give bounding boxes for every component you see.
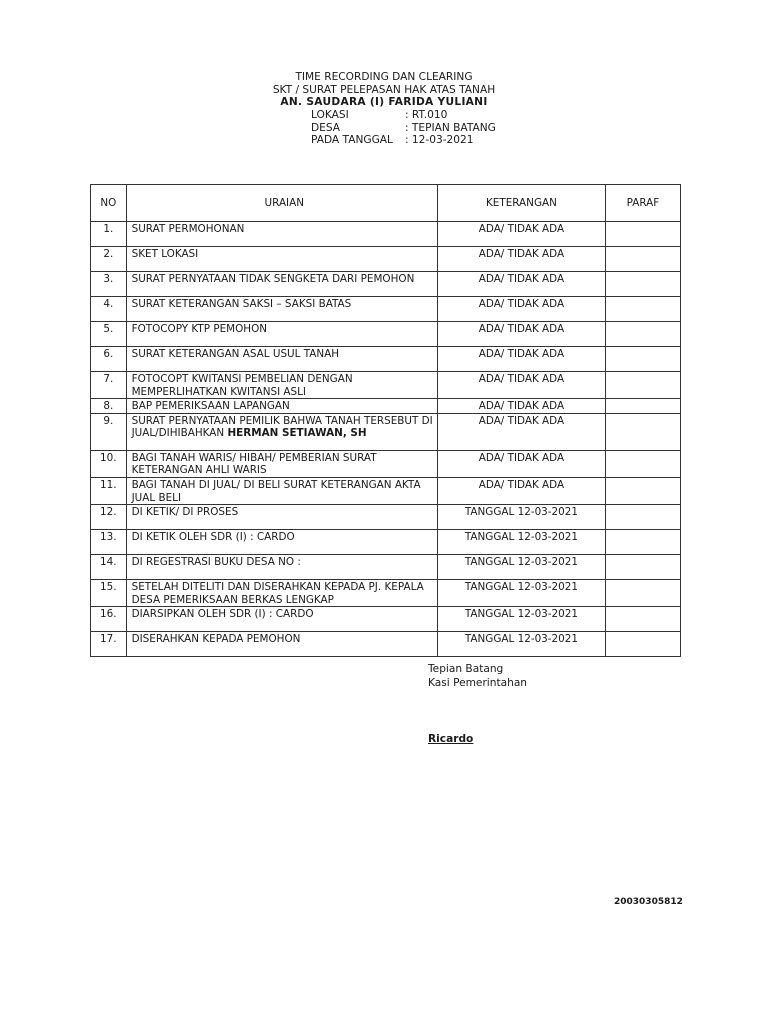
- row-number: 12.: [91, 505, 127, 530]
- meta-value: : TEPIAN BATANG: [405, 121, 496, 134]
- row-keterangan: ADA/ TIDAK ADA: [437, 272, 605, 297]
- row-uraian: [126, 222, 437, 247]
- row-keterangan: ADA/ TIDAK ADA: [437, 413, 605, 450]
- table-row: [91, 222, 681, 247]
- row-number: 4.: [91, 297, 127, 322]
- row-keterangan: TANGGAL 12-03-2021: [437, 555, 605, 580]
- table-row: [91, 413, 681, 450]
- uraian-text: BAGI TANAH WARIS/ HIBAH/ PEMBERIAN SURAT KETERANGAN AHLI WARIS: [131, 451, 377, 477]
- row-number: 9.: [91, 413, 127, 450]
- row-keterangan: TANGGAL 12-03-2021: [437, 530, 605, 555]
- row-uraian: [126, 580, 437, 607]
- row-number: 13.: [91, 530, 127, 555]
- row-keterangan: ADA/ TIDAK ADA: [437, 450, 605, 477]
- row-keterangan: ADA/ TIDAK ADA: [437, 297, 605, 322]
- uraian-text: FOTOCOPT KWITANSI PEMBELIAN DENGAN MEMPERLIHATKAN KWITANSI ASLI: [131, 373, 353, 398]
- row-uraian: [126, 399, 437, 414]
- uraian-text: SKET LOKASI: [131, 248, 199, 260]
- document-meta: [311, 109, 496, 147]
- uraian-text: SURAT PERMOHONAN: [131, 223, 245, 235]
- row-uraian: [126, 555, 437, 580]
- row-keterangan: TANGGAL 12-03-2021: [437, 607, 605, 632]
- meta-label: DESA: [311, 121, 341, 134]
- row-paraf: [605, 555, 680, 580]
- row-keterangan: ADA/ TIDAK ADA: [437, 477, 605, 504]
- table-row: [91, 632, 681, 657]
- uraian-text: FOTOCOPY KTP PEMOHON: [131, 323, 268, 335]
- row-keterangan: ADA/ TIDAK ADA: [437, 347, 605, 372]
- document-header: [0, 71, 768, 109]
- row-paraf: [605, 222, 680, 247]
- header-title: TIME RECORDING DAN CLEARING: [295, 71, 473, 83]
- row-uraian: [126, 347, 437, 372]
- row-paraf: [605, 450, 680, 477]
- row-paraf: [605, 505, 680, 530]
- uraian-text: DI REGESTRASI BUKU DESA NO :: [131, 556, 301, 569]
- row-number: 6.: [91, 347, 127, 372]
- row-number: 14.: [91, 555, 127, 580]
- meta-row-tanggal: [311, 134, 496, 147]
- row-paraf: [605, 607, 680, 632]
- meta-row-lokasi: [311, 109, 496, 122]
- row-number: 15.: [91, 580, 127, 607]
- uraian-text: DISERAHKAN KEPADA PEMOHON: [131, 633, 301, 646]
- row-keterangan: ADA/ TIDAK ADA: [437, 399, 605, 414]
- meta-value: : 12-03-2021: [405, 134, 474, 147]
- table-row: [91, 399, 681, 414]
- row-uraian: [126, 607, 437, 632]
- uraian-text: BAGI TANAH DI JUAL/ DI BELI SURAT KETERANGAN AKTA JUAL BELI: [131, 478, 421, 504]
- row-number: 17.: [91, 632, 127, 657]
- meta-label: PADA TANGGAL: [311, 134, 393, 147]
- table-row: [91, 477, 681, 504]
- row-uraian: [126, 505, 437, 530]
- row-paraf: [605, 247, 680, 272]
- table-row: [91, 322, 681, 347]
- row-uraian: [126, 632, 437, 657]
- uraian-text: SURAT PERNYATAAN TIDAK SENGKETA DARI PEMOHON: [131, 273, 415, 285]
- row-uraian: [126, 530, 437, 555]
- meta-value: : RT.010: [405, 109, 448, 121]
- table-header-row: [91, 185, 681, 222]
- row-keterangan: ADA/ TIDAK ADA: [437, 247, 605, 272]
- table-row: [91, 450, 681, 477]
- row-paraf: [605, 399, 680, 414]
- row-number: 10.: [91, 450, 127, 477]
- signer-name: Ricardo: [428, 733, 474, 745]
- row-keterangan: TANGGAL 12-03-2021: [437, 505, 605, 530]
- table-row: [91, 530, 681, 555]
- checklist-table: [90, 184, 681, 657]
- header-paraf: PARAF: [605, 185, 680, 222]
- row-number: 2.: [91, 247, 127, 272]
- table-row: [91, 555, 681, 580]
- row-number: 5.: [91, 322, 127, 347]
- uraian-text: SURAT KETERANGAN ASAL USUL TANAH: [131, 348, 340, 360]
- row-number: 16.: [91, 607, 127, 632]
- row-uraian: [126, 247, 437, 272]
- row-uraian: [126, 272, 437, 297]
- row-uraian: [126, 297, 437, 322]
- row-uraian: [126, 450, 437, 477]
- row-paraf: [605, 632, 680, 657]
- row-paraf: [605, 580, 680, 607]
- row-paraf: [605, 272, 680, 297]
- row-keterangan: TANGGAL 12-03-2021: [437, 632, 605, 657]
- header-keterangan: KETERANGAN: [437, 185, 605, 222]
- uraian-text: BAP PEMERIKSAAN LAPANGAN: [131, 400, 290, 413]
- uraian-bold-name: HERMAN SETIAWAN, SH: [227, 427, 367, 440]
- table-row: [91, 272, 681, 297]
- row-paraf: [605, 530, 680, 555]
- signature-place: Tepian Batang: [428, 663, 504, 675]
- row-paraf: [605, 322, 680, 347]
- meta-label: LOKASI: [311, 109, 349, 121]
- row-uraian: [126, 372, 437, 399]
- table-row: [91, 372, 681, 399]
- uraian-text: SURAT PERNYATAAN PEMILIK BAHWA TANAH TERSEBUT DI JUAL/DIHIBAHKAN: [131, 414, 433, 440]
- row-uraian: [126, 413, 437, 450]
- header-applicant-name: AN. SAUDARA (I) FARIDA YULIANI: [280, 96, 488, 109]
- row-paraf: [605, 347, 680, 372]
- row-paraf: [605, 477, 680, 504]
- header-uraian: URAIAN: [126, 185, 437, 222]
- header-subtitle: SKT / SURAT PELEPASAN HAK ATAS TANAH: [272, 83, 496, 96]
- row-uraian: [126, 477, 437, 504]
- row-paraf: [605, 297, 680, 322]
- signature-position: Kasi Pemerintahan: [428, 677, 528, 689]
- table-row: [91, 580, 681, 607]
- row-number: 11.: [91, 477, 127, 504]
- uraian-text: DI KETIK/ DI PROSES: [131, 506, 239, 519]
- row-paraf: [605, 413, 680, 450]
- uraian-text: SETELAH DITELITI DAN DISERAHKAN KEPADA PJ. KEPALA DESA PEMERIKSAAN BERKAS LENGKAP: [131, 581, 424, 606]
- table-row: [91, 297, 681, 322]
- row-keterangan: ADA/ TIDAK ADA: [437, 322, 605, 347]
- meta-row-desa: [311, 122, 496, 135]
- row-number: 3.: [91, 272, 127, 297]
- row-number: 7.: [91, 372, 127, 399]
- row-number: 8.: [91, 399, 127, 414]
- row-uraian: [126, 322, 437, 347]
- table-row: [91, 347, 681, 372]
- document-number: 20030305812: [614, 897, 683, 907]
- table-row: [91, 247, 681, 272]
- row-keterangan: TANGGAL 12-03-2021: [437, 580, 605, 607]
- uraian-text: SURAT KETERANGAN SAKSI – SAKSI BATAS: [131, 298, 352, 310]
- row-keterangan: ADA/ TIDAK ADA: [437, 372, 605, 399]
- table-row: [91, 607, 681, 632]
- uraian-text: DI KETIK OLEH SDR (I) : CARDO: [131, 531, 295, 544]
- row-paraf: [605, 372, 680, 399]
- row-number: 1.: [91, 222, 127, 247]
- table-row: [91, 505, 681, 530]
- header-no: NO: [91, 185, 127, 222]
- row-keterangan: ADA/ TIDAK ADA: [437, 222, 605, 247]
- uraian-text: DIARSIPKAN OLEH SDR (I) : CARDO: [131, 608, 314, 621]
- signature-block: [428, 662, 527, 690]
